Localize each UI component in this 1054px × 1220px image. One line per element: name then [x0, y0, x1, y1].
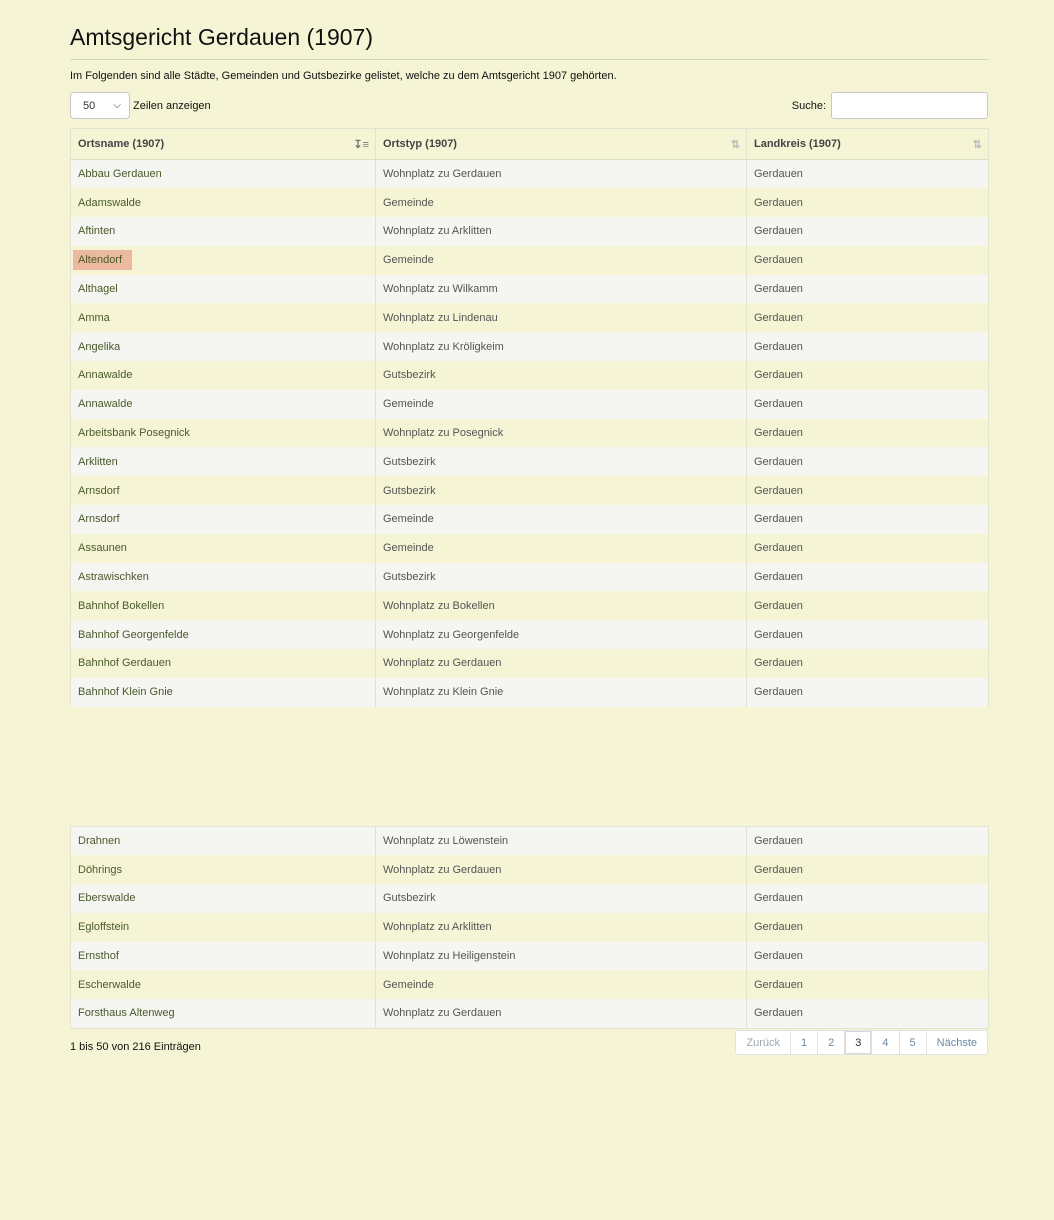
- cell-ortstyp-text: Gutsbezirk: [383, 571, 436, 584]
- cell-ortstyp: [376, 419, 747, 448]
- cell-ortsname[interactable]: [71, 476, 376, 505]
- cell-ortsname[interactable]: [71, 419, 376, 448]
- pagination-next-button[interactable]: Nächste: [936, 1036, 977, 1049]
- table-row: [71, 361, 989, 390]
- cell-ortstyp: [376, 217, 747, 246]
- cell-ortstyp-text: Wohnplatz zu Kröligkeim: [383, 340, 504, 353]
- cell-ortstyp: [376, 303, 747, 332]
- cell-ortstyp-text: Wohnplatz zu Posegnick: [383, 427, 504, 440]
- cell-ortstyp-text: Gemeinde: [383, 542, 434, 555]
- cell-landkreis-text: Gerdauen: [754, 1007, 803, 1020]
- cell-ortstyp-text: Gemeinde: [383, 978, 434, 991]
- cell-landkreis: [747, 188, 989, 217]
- cell-ortstyp: [376, 246, 747, 275]
- cell-ortsname-text: Annawalde: [78, 369, 133, 382]
- cell-landkreis-text: Gerdauen: [754, 340, 803, 353]
- intro-text: Im Folgenden sind alle Städte, Gemeinden und Gutsbezirke gelistet, welche zu dem Amtsgericht 1907 gehörten.: [70, 70, 617, 82]
- pagination-page-5[interactable]: 5: [900, 1031, 927, 1054]
- cell-landkreis: [747, 563, 989, 592]
- cell-ortsname-text: Drahnen: [78, 835, 121, 848]
- cell-landkreis: [747, 970, 989, 999]
- cell-ortsname[interactable]: [71, 913, 376, 942]
- cell-ortsname-text: Bahnhof Klein Gnie: [78, 686, 173, 699]
- cell-ortstyp: [376, 563, 747, 592]
- cell-ortstyp-text: Wohnplatz zu Gerdauen: [383, 168, 502, 181]
- cell-landkreis-text: Gerdauen: [754, 950, 803, 963]
- search-control: [792, 92, 988, 119]
- cell-ortsname-text: Angelika: [78, 340, 121, 353]
- cell-ortsname-text: Arnsdorf: [78, 484, 120, 497]
- cell-ortsname-text: Forsthaus Altenweg: [78, 1007, 175, 1020]
- cell-ortsname[interactable]: [71, 332, 376, 361]
- cell-ortstyp: [376, 855, 747, 884]
- table-row: [71, 447, 989, 476]
- cell-ortsname-text: Adamswalde: [78, 196, 141, 209]
- table-row: [71, 476, 989, 505]
- cell-ortsname[interactable]: [71, 303, 376, 332]
- cell-ortsname[interactable]: [71, 447, 376, 476]
- cell-ortstyp: [376, 913, 747, 942]
- sort-amount-down-icon: ↧≡: [353, 139, 369, 151]
- cell-landkreis: [747, 447, 989, 476]
- cell-ortsname[interactable]: [71, 855, 376, 884]
- cell-ortsname[interactable]: [71, 649, 376, 678]
- cell-ortstyp-text: Gemeinde: [383, 398, 434, 411]
- cell-landkreis: [747, 855, 989, 884]
- cell-ortstyp: [376, 534, 747, 563]
- cell-landkreis: [747, 505, 989, 534]
- cell-ortsname[interactable]: [71, 591, 376, 620]
- cell-landkreis-text: Gerdauen: [754, 369, 803, 382]
- cell-ortsname[interactable]: [71, 188, 376, 217]
- rows-per-page-label: Zeilen anzeigen: [133, 99, 211, 112]
- cell-ortsname-text: Assaunen: [78, 542, 127, 555]
- cell-ortsname-text: Bahnhof Gerdauen: [78, 657, 171, 670]
- table-row: [71, 160, 989, 189]
- table-row: [71, 913, 989, 942]
- table-row: [71, 303, 989, 332]
- cell-landkreis-text: Gerdauen: [754, 542, 803, 555]
- column-header-landkreis[interactable]: [747, 129, 989, 160]
- cell-ortsname[interactable]: [71, 563, 376, 592]
- column-header-label: Ortsname (1907): [78, 138, 165, 150]
- pagination: [735, 1030, 988, 1055]
- cell-ortsname[interactable]: [71, 678, 376, 707]
- cell-landkreis: [747, 390, 989, 419]
- cell-landkreis: [747, 534, 989, 563]
- cell-ortsname-text: Althagel: [78, 283, 118, 296]
- cell-ortsname[interactable]: [71, 160, 376, 189]
- cell-ortsname-text: Arklitten: [78, 455, 118, 468]
- table-row: [71, 620, 989, 649]
- cell-landkreis: [747, 649, 989, 678]
- cell-ortstyp: [376, 188, 747, 217]
- cell-ortstyp-text: Wohnplatz zu Arklitten: [383, 225, 492, 238]
- table-row: [71, 999, 989, 1028]
- title-divider: [70, 59, 988, 60]
- cell-landkreis: [747, 332, 989, 361]
- cell-landkreis-text: Gerdauen: [754, 892, 803, 905]
- cell-ortstyp: [376, 942, 747, 971]
- cell-ortstyp-text: Wohnplatz zu Löwenstein: [383, 835, 509, 848]
- cell-ortsname[interactable]: [71, 884, 376, 913]
- cell-ortstyp-text: Wohnplatz zu Georgenfelde: [383, 628, 520, 641]
- table-row: [71, 419, 989, 448]
- cell-landkreis: [747, 678, 989, 707]
- cell-landkreis: [747, 591, 989, 620]
- cell-landkreis-text: Gerdauen: [754, 571, 803, 584]
- data-table: [70, 128, 989, 707]
- sort-icon: ⇅: [972, 139, 982, 151]
- table-row: [71, 217, 989, 246]
- cell-ortsname[interactable]: [71, 620, 376, 649]
- cell-landkreis: [747, 275, 989, 304]
- rows-per-page-value: 50: [83, 99, 96, 112]
- cell-landkreis-text: Gerdauen: [754, 657, 803, 670]
- cell-ortsname-text: Arbeitsbank Posegnick: [78, 427, 190, 440]
- cell-landkreis: [747, 246, 989, 275]
- cell-ortsname-text: Döhrings: [78, 863, 123, 876]
- cell-ortsname[interactable]: [71, 217, 376, 246]
- cell-landkreis-text: Gerdauen: [754, 686, 803, 699]
- cell-ortsname-text: Altendorf: [73, 250, 132, 270]
- cell-ortsname-text: Ernsthof: [78, 950, 119, 963]
- cell-landkreis-text: Gerdauen: [754, 196, 803, 209]
- rows-per-page-select[interactable]: [70, 92, 130, 119]
- cell-ortsname[interactable]: [71, 970, 376, 999]
- table-row: [71, 505, 989, 534]
- search-label: Suche:: [791, 99, 826, 112]
- cell-landkreis: [747, 160, 989, 189]
- table-row: [71, 942, 989, 971]
- cell-ortstyp: [376, 390, 747, 419]
- cell-ortsname[interactable]: [71, 275, 376, 304]
- table-row: [71, 827, 989, 856]
- cell-landkreis-text: Gerdauen: [754, 455, 803, 468]
- table-row: [71, 563, 989, 592]
- cell-ortstyp-text: Wohnplatz zu Gerdauen: [383, 863, 502, 876]
- table-row: [71, 591, 989, 620]
- cell-landkreis: [747, 999, 989, 1028]
- cell-landkreis: [747, 361, 989, 390]
- column-header-label: Ortstyp (1907): [383, 138, 457, 150]
- table-row: [71, 275, 989, 304]
- cell-ortstyp-text: Gutsbezirk: [383, 369, 436, 382]
- cell-ortstyp-text: Gutsbezirk: [383, 455, 436, 468]
- cell-ortsname-text: Escherwalde: [78, 978, 141, 991]
- cell-landkreis: [747, 884, 989, 913]
- cell-ortstyp: [376, 332, 747, 361]
- cell-ortsname-text: Bahnhof Bokellen: [78, 599, 165, 612]
- cell-landkreis-text: Gerdauen: [754, 628, 803, 641]
- table-row: [71, 970, 989, 999]
- cell-ortsname[interactable]: [71, 246, 376, 275]
- length-control: [70, 92, 211, 119]
- table-row: [71, 390, 989, 419]
- chevron-down-icon: ⌵: [113, 100, 121, 111]
- table-row: [71, 246, 989, 275]
- cell-ortstyp: [376, 591, 747, 620]
- cell-landkreis-text: Gerdauen: [754, 921, 803, 934]
- cell-ortstyp-text: Gemeinde: [383, 513, 434, 526]
- cell-ortstyp: [376, 505, 747, 534]
- cell-ortsname-text: Astrawischken: [78, 571, 149, 584]
- cell-ortsname-text: Eberswalde: [78, 892, 136, 905]
- cell-landkreis-text: Gerdauen: [754, 863, 803, 876]
- page-title: Amtsgericht Gerdauen (1907): [70, 24, 373, 50]
- cell-ortstyp-text: Wohnplatz zu Gerdauen: [383, 657, 502, 670]
- cell-ortstyp-text: Wohnplatz zu Heiligenstein: [383, 950, 516, 963]
- table-row: [71, 884, 989, 913]
- cell-landkreis: [747, 913, 989, 942]
- cell-landkreis-text: Gerdauen: [754, 599, 803, 612]
- cell-ortstyp: [376, 620, 747, 649]
- cell-landkreis: [747, 419, 989, 448]
- pagination-page-4[interactable]: 4: [872, 1031, 899, 1054]
- pagination-page-1[interactable]: 1: [791, 1031, 818, 1054]
- cell-landkreis-text: Gerdauen: [754, 978, 803, 991]
- cell-ortsname[interactable]: [71, 505, 376, 534]
- cell-landkreis-text: Gerdauen: [754, 484, 803, 497]
- column-header-ortsname[interactable]: [71, 129, 376, 160]
- cell-ortsname[interactable]: [71, 942, 376, 971]
- cell-ortstyp: [376, 160, 747, 189]
- cell-ortstyp-text: Gutsbezirk: [383, 892, 436, 905]
- cell-landkreis-text: Gerdauen: [754, 513, 803, 526]
- cell-ortstyp-text: Wohnplatz zu Arklitten: [383, 921, 492, 934]
- cell-landkreis-text: Gerdauen: [754, 283, 803, 296]
- pagination-page-2[interactable]: 2: [818, 1031, 845, 1054]
- cell-ortsname[interactable]: [71, 999, 376, 1028]
- pagination-page-3[interactable]: 3: [845, 1031, 872, 1054]
- cell-landkreis: [747, 620, 989, 649]
- cell-ortstyp: [376, 649, 747, 678]
- cell-ortsname-text: Annawalde: [78, 398, 133, 411]
- cell-landkreis-text: Gerdauen: [754, 311, 803, 324]
- search-input[interactable]: [831, 92, 988, 119]
- table-row: [71, 855, 989, 884]
- table-row: [71, 678, 989, 707]
- pagination-prev-button[interactable]: Zurück: [736, 1031, 791, 1054]
- table-row: [71, 649, 989, 678]
- cell-landkreis-text: Gerdauen: [754, 398, 803, 411]
- cell-ortstyp-text: Wohnplatz zu Gerdauen: [383, 1007, 502, 1020]
- cell-ortsname[interactable]: [71, 534, 376, 563]
- cell-ortstyp: [376, 476, 747, 505]
- cell-ortsname[interactable]: [71, 361, 376, 390]
- cell-ortsname-text: Abbau Gerdauen: [78, 168, 162, 181]
- cell-ortstyp: [376, 999, 747, 1028]
- table-row: [71, 332, 989, 361]
- cell-landkreis-text: Gerdauen: [754, 225, 803, 238]
- cell-ortsname-text: Bahnhof Georgenfelde: [78, 628, 189, 641]
- table-info: 1 bis 50 von 216 Einträgen: [70, 1041, 201, 1053]
- cell-ortsname-text: Aftinten: [78, 225, 116, 238]
- table-row: [71, 188, 989, 217]
- cell-ortstyp: [376, 447, 747, 476]
- cell-ortstyp-text: Wohnplatz zu Bokellen: [383, 599, 495, 612]
- cell-ortstyp: [376, 361, 747, 390]
- cell-ortsname[interactable]: [71, 390, 376, 419]
- cell-ortstyp-text: Wohnplatz zu Lindenau: [383, 311, 498, 324]
- cell-ortsname-text: Arnsdorf: [78, 513, 120, 526]
- column-header-label: Landkreis (1907): [754, 138, 841, 150]
- cell-landkreis-text: Gerdauen: [754, 427, 803, 440]
- cell-ortstyp: [376, 884, 747, 913]
- cell-ortstyp-text: Wohnplatz zu Klein Gnie: [383, 686, 504, 699]
- cell-ortsname-text: Amma: [78, 311, 110, 324]
- cell-ortstyp: [376, 827, 747, 856]
- cell-ortstyp-text: Gemeinde: [383, 196, 434, 209]
- sort-icon: ⇅: [730, 139, 740, 151]
- cell-landkreis: [747, 942, 989, 971]
- column-header-ortstyp[interactable]: [376, 129, 747, 160]
- cell-ortsname-text: Egloffstein: [78, 921, 130, 934]
- data-table-continued: [70, 826, 989, 1029]
- cell-landkreis-text: Gerdauen: [754, 168, 803, 181]
- cell-ortsname[interactable]: [71, 827, 376, 856]
- cell-ortstyp: [376, 970, 747, 999]
- cell-ortstyp: [376, 275, 747, 304]
- cell-landkreis: [747, 827, 989, 856]
- table-row: [71, 534, 989, 563]
- cell-ortstyp-text: Wohnplatz zu Wilkamm: [383, 283, 498, 296]
- cell-landkreis-text: Gerdauen: [754, 835, 803, 848]
- cell-landkreis: [747, 476, 989, 505]
- cell-ortstyp-text: Gutsbezirk: [383, 484, 436, 497]
- cell-landkreis: [747, 217, 989, 246]
- cell-ortstyp: [376, 678, 747, 707]
- cell-ortstyp-text: Gemeinde: [383, 254, 434, 267]
- cell-landkreis-text: Gerdauen: [754, 254, 803, 267]
- cell-landkreis: [747, 303, 989, 332]
